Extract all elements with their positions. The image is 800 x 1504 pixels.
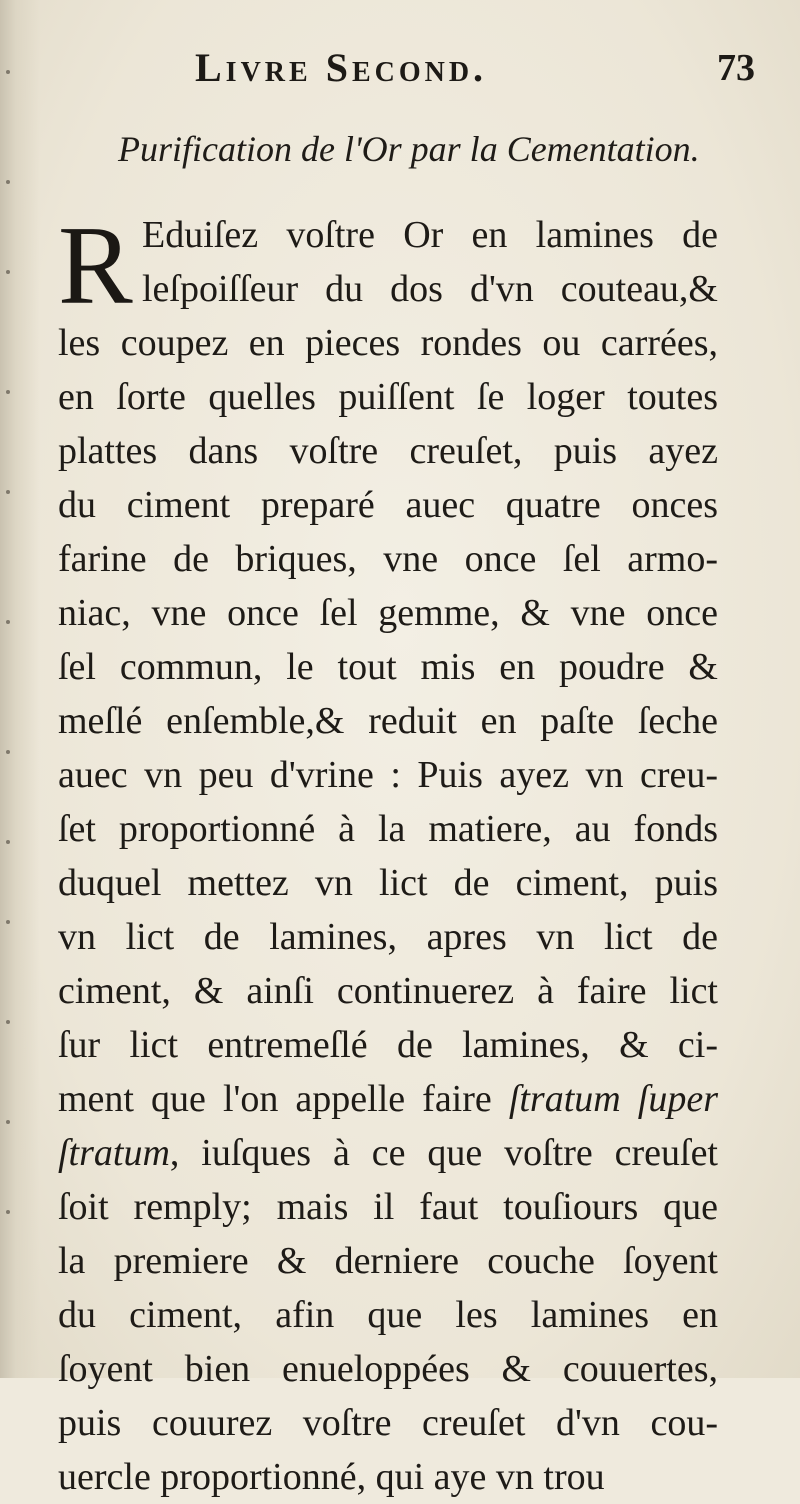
text-line: les coupez en pieces rondes ou carrées, [58,322,718,364]
text-line: ſoit remply; mais il faut touſiours que [58,1186,718,1228]
text-line: la premiere & derniere couche ſoyent [58,1240,718,1282]
text-line: meſlé enſemble,& reduit en paſte ſeche [58,700,718,742]
body-text [58,204,718,1504]
latin-italic-phrase: ſtratum [58,1132,170,1174]
text-line: uercle proportionné, qui aye vn trou [58,1456,605,1498]
text-line [58,1072,718,1126]
text-line: ſur lict entremeſlé de lamines, & ci- [58,1024,718,1066]
text-line: ſet proportionné à la matiere, au fonds [58,808,718,850]
section-heading: Purification de l'Or par la Cementation. [118,129,700,169]
text-line: ſel commun, le tout mis en poudre & [58,646,718,688]
text-line: ciment, & ainſi continuerez à faire lict [58,970,718,1012]
text-line: leſpoiſſeur du dos d'vn couteau,& [142,268,718,310]
text-line: ſoyent bien enueloppées & couuertes, [58,1348,718,1390]
latin-italic-phrase: ſtratum ſuper [508,1078,718,1120]
text-line: auec vn peu d'vrine : Puis ayez vn creu- [58,754,718,796]
text-line [58,1126,718,1180]
text-line: puis couurez voſtre creuſet d'vn cou- [58,1402,718,1444]
gutter-ink-marks [6,60,28,1240]
text-line: duquel mettez vn lict de ciment, puis [58,862,718,904]
text-line: en ſorte quelles puiſſent ſe loger toutes [58,376,718,418]
text-line: Eduiſez voſtre Or en lamines de [142,214,718,256]
text-line: niac, vne once ſel gemme, & vne once [58,592,718,634]
text-segment: ment que l'on appelle faire [58,1078,509,1120]
text-line: du ciment, afin que les lamines en [58,1294,718,1336]
text-segment: , iuſques à ce que voſtre creuſet [169,1132,718,1174]
page-number: 73 [717,47,755,89]
running-head [195,44,755,96]
drop-cap-initial: R [58,204,133,328]
text-line: du ciment preparé auec quatre onces [58,484,718,526]
text-line: farine de briques, vne once ſel armo- [58,538,718,580]
running-title: Livre Second. [195,45,488,90]
text-line: plattes dans voſtre creuſet, puis ayez [58,430,718,472]
body-lines [58,204,718,1504]
text-line: vn lict de lamines, apres vn lict de [58,916,718,958]
